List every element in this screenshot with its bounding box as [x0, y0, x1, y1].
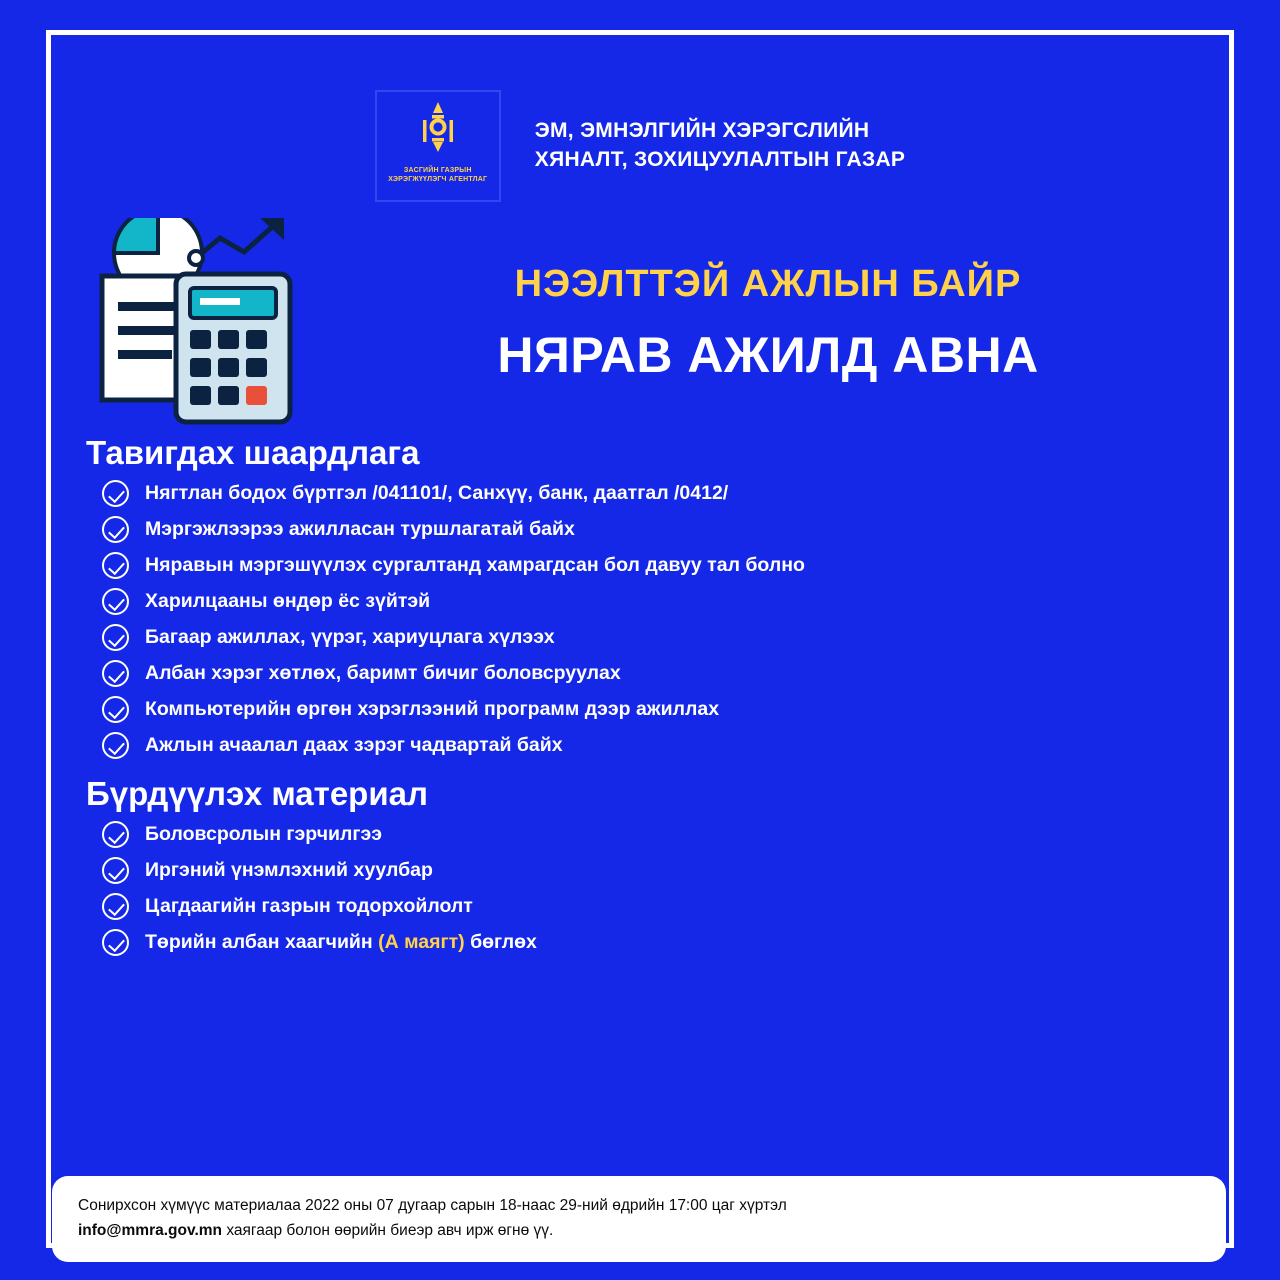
list-item-label: Компьютерийн өргөн хэрэглээний программ дээр ажиллах: [145, 698, 720, 720]
list-item-label: Цагдаагийн газрын тодорхойлолт: [145, 895, 473, 917]
submission-note: [52, 1176, 1226, 1262]
organization-name-line2: ХЯНАЛТ, ЗОХИЦУУЛАЛТЫН ГАЗАР: [534, 148, 906, 171]
logo-caption: [388, 166, 487, 185]
hero: [84, 218, 1196, 428]
position-headline: НЯРАВ АЖИЛД АВНА: [497, 326, 1039, 383]
check-icon: [102, 588, 129, 615]
list-item-label: Албан хэрэг хөтлөх, баримт бичиг боловсруулах: [145, 662, 621, 684]
list-item: [102, 516, 1196, 543]
check-icon: [102, 732, 129, 759]
materials-title: Бүрдүүлэх материал: [86, 775, 428, 812]
list-item-label: Харилцааны өндөр ёс зүйтэй: [145, 590, 431, 612]
list-item: [102, 893, 1196, 920]
soyombo-icon: [415, 100, 461, 162]
submission-note-rest: хаягаар болон өөрийн биеэр авч ирж өгнө үү.: [222, 1222, 554, 1240]
vacancy-headline: НЭЭЛТТЭЙ АЖЛЫН БАЙР: [514, 262, 1022, 305]
logo-caption-line2: ХЭРЭГЖҮҮЛЭГЧ АГЕНТЛАГ: [388, 176, 488, 184]
check-icon: [102, 624, 129, 651]
list-item-label: Багаар ажиллах, үүрэг, хариуцлага хүлээх: [145, 626, 555, 648]
check-icon: [102, 857, 129, 884]
list-item: [102, 552, 1196, 579]
list-item-label: Иргэний үнэмлэхний хуулбар: [145, 859, 433, 881]
list-item: [102, 696, 1196, 723]
requirements-list: [84, 480, 1196, 759]
check-icon: [102, 929, 129, 956]
list-item: [102, 588, 1196, 615]
materials-list: [84, 821, 1196, 956]
accounting-illustration: [84, 218, 334, 428]
calculator-chart-icon: [84, 218, 334, 428]
list-item-label: Боловсролын гэрчилгээ: [145, 823, 383, 845]
requirements-title: Тавигдах шаардлага: [86, 434, 420, 471]
list-item: [102, 660, 1196, 687]
list-item: [102, 929, 1196, 956]
list-item-label: Мэргэжлээрээ ажилласан туршлагатай байх: [145, 518, 575, 540]
list-item-label: [145, 931, 537, 954]
material-form-highlight: (А маягт): [378, 931, 465, 953]
list-item: [102, 732, 1196, 759]
check-icon: [102, 516, 129, 543]
agency-logo: [375, 90, 501, 202]
check-icon: [102, 660, 129, 687]
submission-note-line2: [78, 1219, 1202, 1244]
list-item: [102, 624, 1196, 651]
list-item: [102, 821, 1196, 848]
submission-note-line1: Сонирхсон хүмүүс материалаа 2022 оны 07 дугаар сарын 18-наас 29-ний өдрийн 17:00 цаг хүртэл: [78, 1197, 787, 1215]
header: [84, 90, 1196, 202]
check-icon: [102, 893, 129, 920]
material-form-suffix: бөглөх: [464, 931, 537, 953]
list-item: [102, 480, 1196, 507]
check-icon: [102, 821, 129, 848]
contact-email[interactable]: info@mmra.gov.mn: [78, 1222, 223, 1240]
list-item-label: Ажлын ачаалал даах зэрэг чадвартай байх: [145, 734, 563, 756]
poster-content: [52, 36, 1228, 1242]
list-item-label: Нягтлан бодох бүртгэл /041101/, Санхүү, банк, даатгал /0412/: [145, 482, 729, 504]
organization-name-line1: ЭМ, ЭМНЭЛГИЙН ХЭРЭГСЛИЙН: [534, 119, 870, 143]
list-item: [102, 857, 1196, 884]
organization-name: [535, 117, 905, 175]
list-item-label: Няравын мэргэшүүлэх сургалтанд хамрагдсан бол давуу тал болно: [145, 554, 805, 576]
check-icon: [102, 480, 129, 507]
hero-titles: [334, 263, 1196, 384]
check-icon: [102, 552, 129, 579]
material-form-prefix: Төрийн албан хаагчийн: [145, 931, 379, 953]
check-icon: [102, 696, 129, 723]
logo-caption-line1: ЗАСГИЙН ГАЗРЫН: [403, 167, 472, 174]
